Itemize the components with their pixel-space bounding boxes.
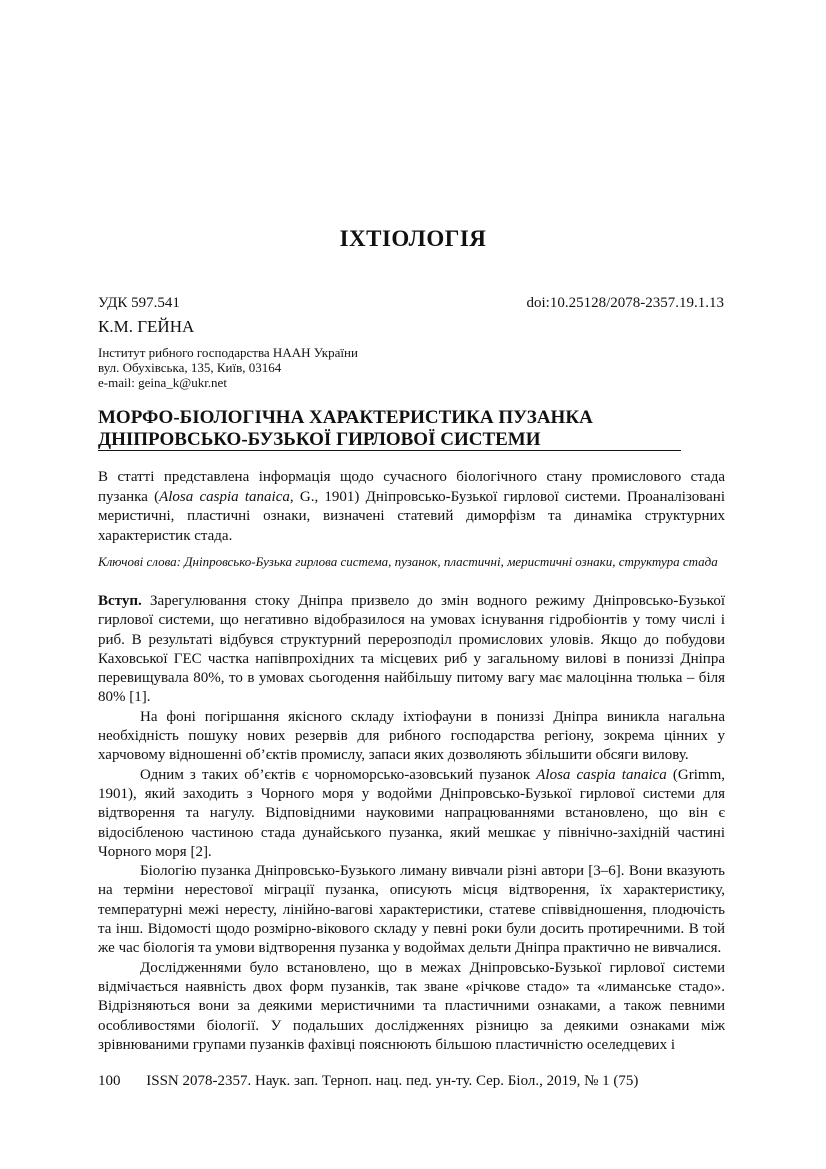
abstract-species-name: Alosa caspia tanaica <box>159 488 290 505</box>
paragraph-3-species-name: Alosa caspia tanaica <box>536 766 667 783</box>
paragraph-intro <box>98 592 725 708</box>
paper-title-line-1: МОРФО-БІОЛОГІЧНА ХАРАКТЕРИСТИКА ПУЗАНКА <box>98 407 593 428</box>
abstract-text-start: В статті представлена інформація щодо сучасного біологічного стану промислового стада пузанка ( <box>98 469 725 505</box>
paragraph-3-text-start: Одним з таких об’єктів є чорноморсько-азовський пузанок <box>140 766 537 783</box>
article-body <box>98 592 725 1055</box>
institute-name: Інститут рибного господарства НААН України <box>98 345 358 360</box>
udk-code: УДК 597.541 <box>98 295 180 311</box>
author-email[interactable]: e-mail: geina_k@ukr.net <box>98 375 227 390</box>
abstract <box>98 468 725 546</box>
intro-label: Вступ. <box>98 593 142 609</box>
institute-address: вул. Обухівська, 135, Київ, 03164 <box>98 360 282 375</box>
article-meta <box>98 295 724 312</box>
paragraph-5: Дослідженнями було встановлено, що в межах Дніпровсько-Бузької гирлової системи відмічається наявність двох форм пузанків, так зване «річкове стадо» та «лиманське стадо». Відрізняються вони за деякими меристичними та пластичними ознаками, а також певними особливостями біології. У подальших дослідженнях різницю за деякими ознаками між зрівнюваними групами пузанків фахівці пояснюють більшою пластичністю оселедцевих і <box>98 959 725 1053</box>
paper-title-line-2: ДНІПРОВСЬКО-БУЗЬКОЇ ГИРЛОВОЇ СИСТЕМИ <box>98 430 681 451</box>
affiliation-block <box>98 345 358 390</box>
paragraph-2: На фоні погіршання якісного складу іхтіофауни в пониззі Дніпра виникла нагальна необхідність пошуку нових резервів для рибного господарства регіону, зокрема цінних у харчовому відношенні об’єктів промислу, запаси яких дозволяють збільшити обсяги вилову. <box>98 708 725 764</box>
paragraph-3 <box>98 766 725 862</box>
page-footer <box>98 1073 638 1090</box>
section-title: ІХТІОЛОГІЯ <box>339 226 487 251</box>
page-number: 100 <box>98 1073 121 1089</box>
paragraph-3-text-end: (Grimm, 1901), який заходить з Чорного моря у водойми Дніпровсько-Бузької гирлової системи для відтворення та нагулу. Відповідними науковими напрацюваннями встановлено, що він є відосібленою частиною стада дунайського пузанка, який мешкає у північно-західній частині Чорного моря [2]. <box>98 766 725 860</box>
paper-title <box>98 407 724 451</box>
author-name: К.М. ГЕЙНА <box>98 317 195 336</box>
paragraph-1-text: Зарегулювання стоку Дніпра призвело до змін водного режиму Дніпровсько-Бузької гирлової системи, що негативно відобразилося на умовах існування гідробіонтів у тому числі і риб. В результаті відбувся структурний перерозподіл промислових уловів. Якщо до побудови Каховської ГЕС частка напівпрохідних та місцевих риб у загальному вилові в пониззі Дніпра перевищувала 80%, то в умовах сьогодення найбільшу питому вагу має малоцінна тюлька – біля 80% [1]. <box>98 593 725 706</box>
paragraph-4: Біологію пузанка Дніпровсько-Бузького лиману вивчали різні автори [3–6]. Вони вказують на терміни нерестової міграції пузанка, описують місця відтворення, їх характеристику, температурні межі нересту, лінійно-вагові характеристики, статеве співвідношення, плодючість та інш. Відомості щодо розмірно-вікового складу у певні роки були досить протиречними. В той же час біологія та умови відтворення пузанка у водоймах дельти Дніпра практично не вивчалися. <box>98 863 725 957</box>
keywords: Ключові слова: Дніпровсько-Бузька гирлова система, пузанок, пластичні, меристичні ознаки, структура стада <box>98 554 718 569</box>
journal-citation: ISSN 2078-2357. Наук. зап. Терноп. нац. пед. ун-ту. Сер. Біол., 2019, № 1 (75) <box>146 1073 639 1089</box>
doi-link[interactable]: doi:10.25128/2078-2357.19.1.13 <box>526 295 724 311</box>
abstract-text-end: , G., 1901) Дніпровсько-Бузької гирлової системи. Проаналізовані меристичні, пластичні ознаки, визначені статевий диморфізм та динаміка структурних характеристик стада. <box>98 488 725 544</box>
